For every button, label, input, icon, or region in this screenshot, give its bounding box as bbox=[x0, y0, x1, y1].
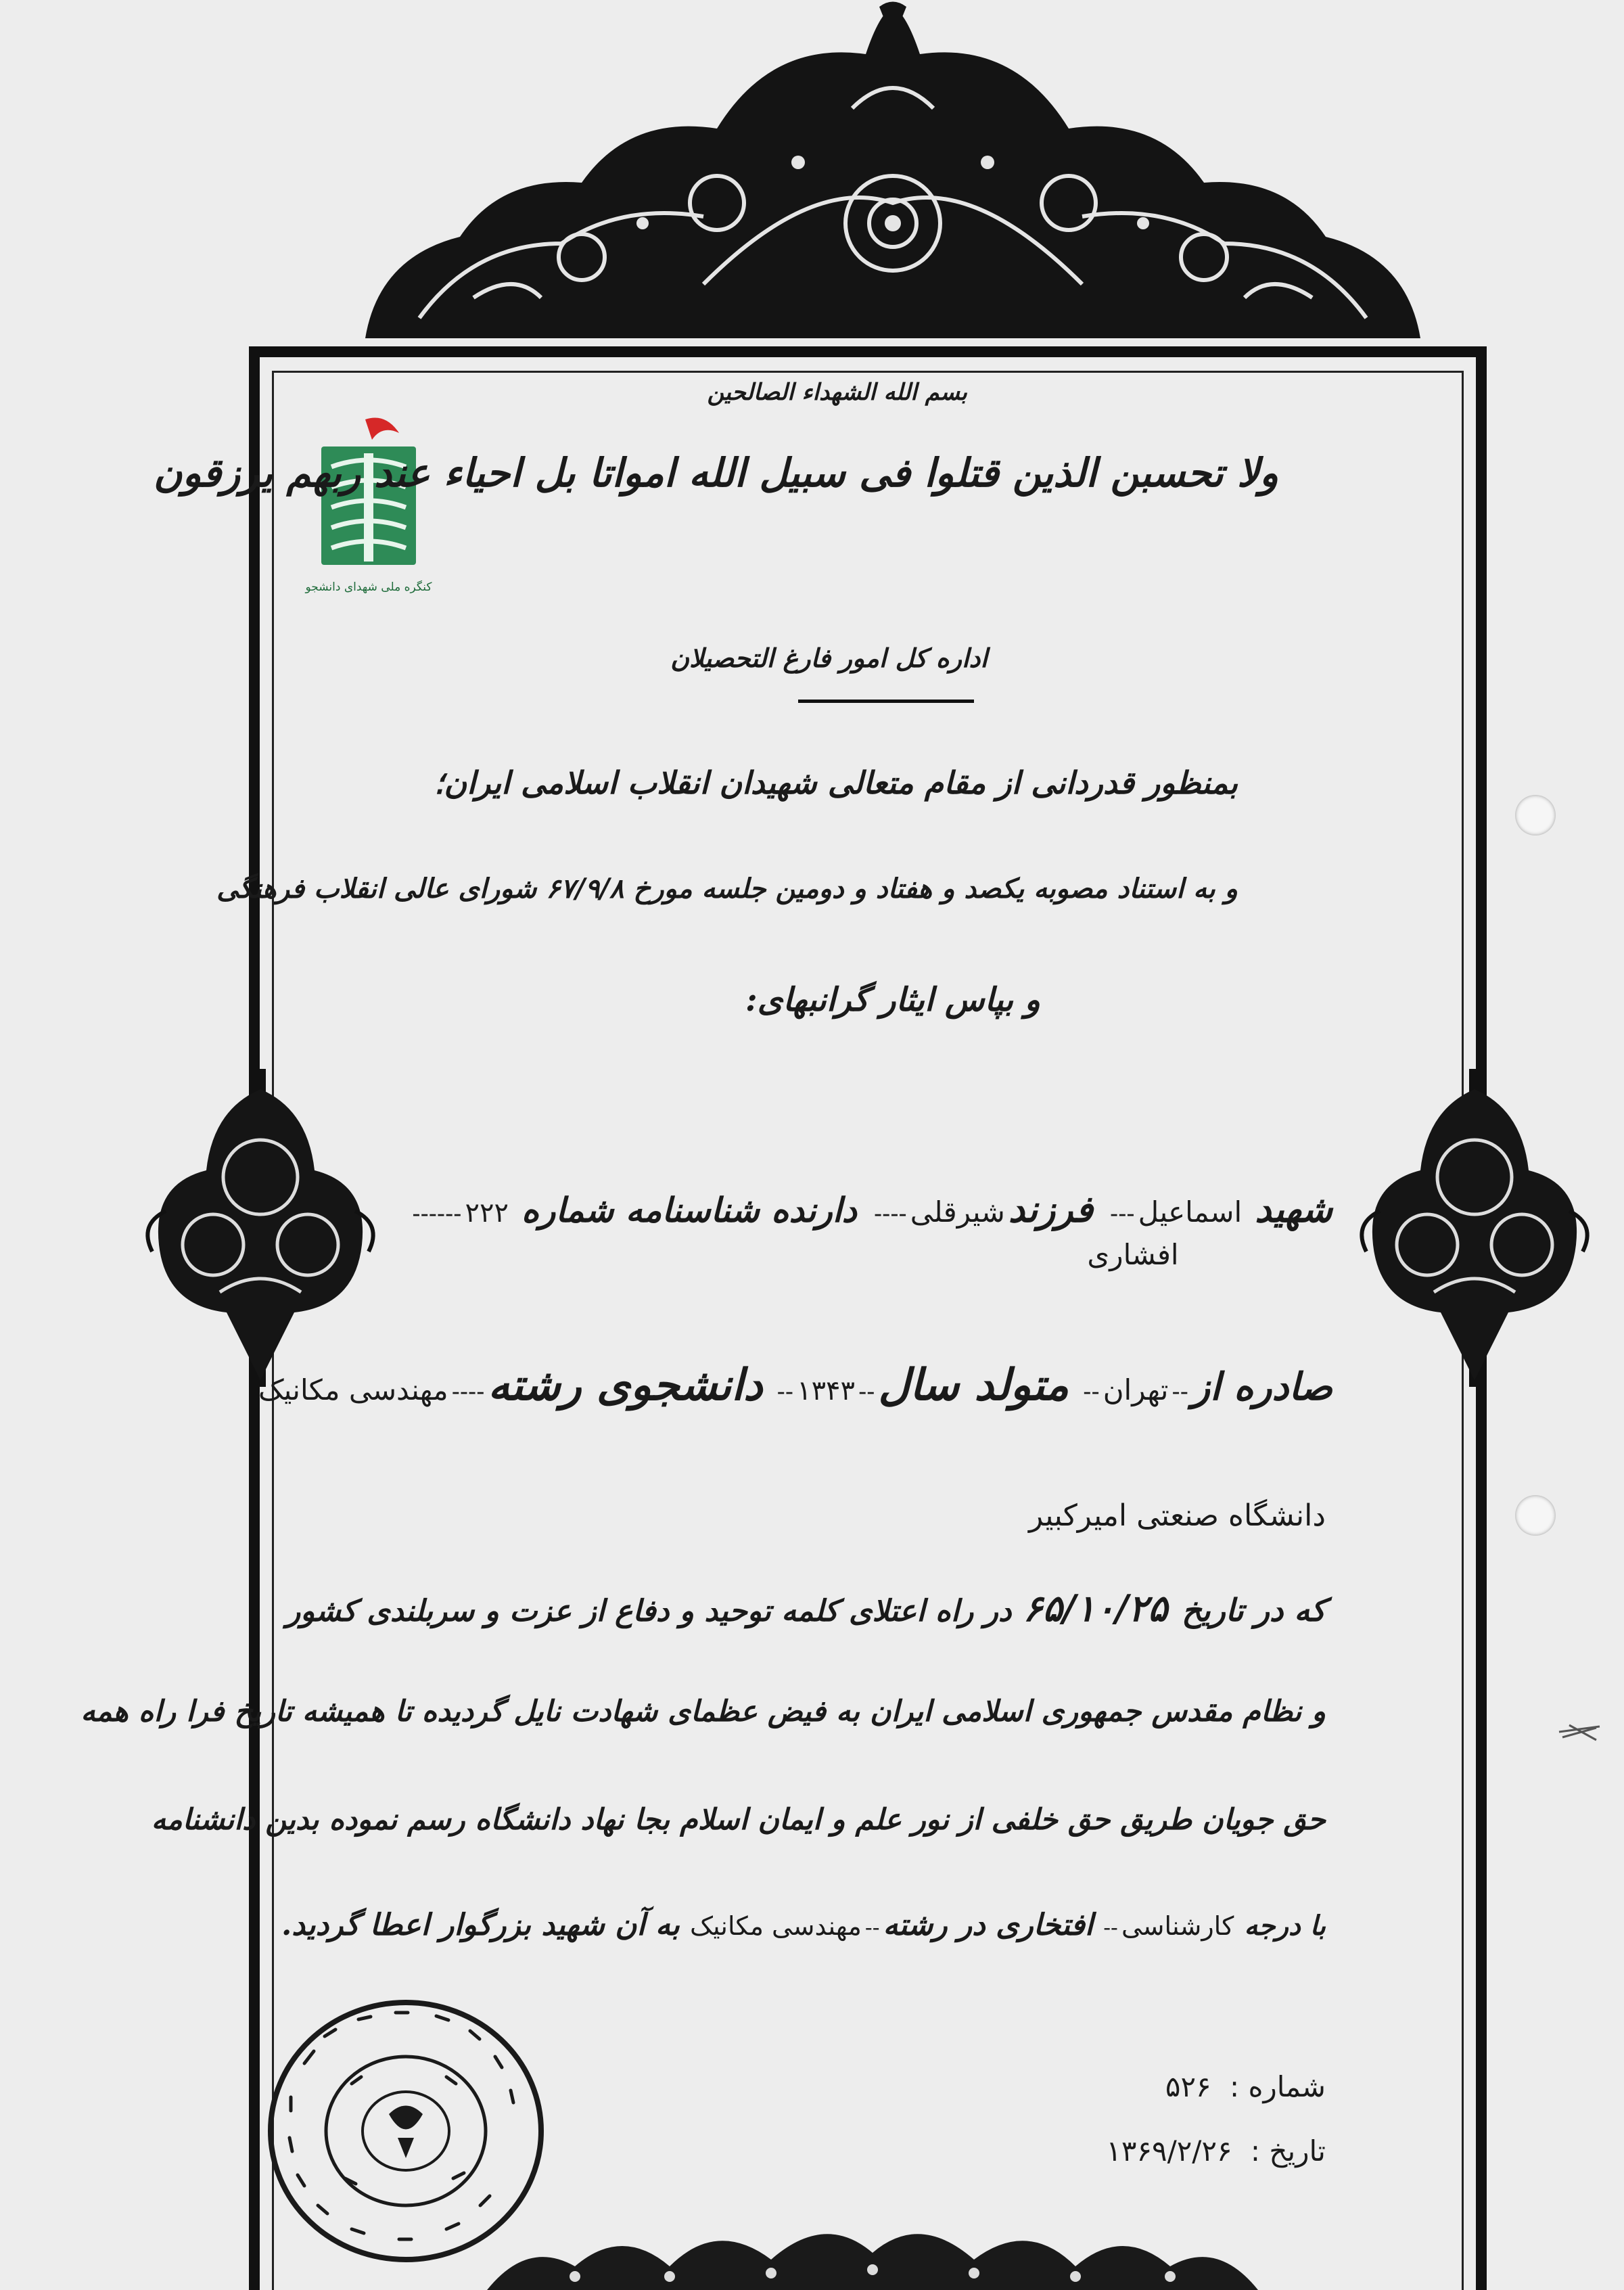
official-seal-stamp bbox=[243, 1982, 561, 2287]
office-title-underline bbox=[798, 700, 974, 703]
id-label: دارنده شناسنامه شماره bbox=[521, 1190, 857, 1230]
details-row-1: شهید اسماعیل --- فرزند شیرقلی ---- دارنده شناسنامه شماره ۲۲۲ ------ bbox=[412, 1187, 1332, 1231]
student-field: مهندسی مکانیک bbox=[258, 1373, 448, 1406]
details-row-2: صادره از -- تهران -- متولد سال -- ۱۳۴۳ -- دانشجوی رشته ---- مهندسی مکانیک bbox=[258, 1360, 1332, 1411]
birth-label: متولد سال bbox=[878, 1360, 1069, 1411]
logo-caption: کنگره ملی شهدای دانشجو bbox=[305, 580, 432, 594]
number-value: ۵۲۶ bbox=[1165, 2070, 1211, 2103]
body-line-2: و نظام مقدس جمهوری اسلامی ایران به فیض عظمای شهادت نایل گردیده تا همیشه تاریخ فرا راه همه bbox=[80, 1695, 1326, 1728]
quran-verse: ولا تحسبن الذین قتلوا فی سبیل الله امواتا بل احیاء عند ربهم یرزقون bbox=[153, 450, 1278, 496]
body-closing-text: به آن شهید بزرگوار اعطا گردید. bbox=[281, 1908, 680, 1942]
shahid-label: شهید bbox=[1255, 1187, 1332, 1231]
body-line-1 bbox=[285, 1586, 1326, 1641]
father-name: شیرقلی bbox=[910, 1195, 1005, 1229]
document-date bbox=[1015, 2134, 1326, 2168]
preamble-line-2: و به استناد مصوبه یکصد و هفتاد و دومین جلسه مورخ ۶۷/۹/۸ شورای عالی انقلاب فرهنگی bbox=[216, 873, 1238, 904]
body-date-prefix: که در تاریخ bbox=[1182, 1592, 1326, 1628]
son-of-label: فرزند bbox=[1008, 1187, 1093, 1231]
punch-hole-bottom bbox=[1515, 1495, 1556, 1536]
right-side-ornament bbox=[1353, 1069, 1596, 1387]
honorary-field-label: افتخاری در رشته bbox=[883, 1908, 1094, 1942]
id-number: ۲۲۲ bbox=[465, 1197, 509, 1229]
martyrdom-date: ۶۵/۱۰/۲۵ bbox=[1023, 1586, 1168, 1630]
date-value: ۱۳۶۹/۲/۲۶ bbox=[1106, 2134, 1232, 2168]
bismillah-text: بسم الله الشهداء الصالحین bbox=[707, 379, 967, 406]
office-title: اداره کل امور فارغ التحصیلان bbox=[670, 643, 988, 673]
body-line-4: با درجه کارشناسی -- افتخاری در رشته -- مهندسی مکانیک به آن شهید بزرگوار اعطا گردید. bbox=[281, 1908, 1326, 1942]
student-label: دانشجوی رشته bbox=[488, 1360, 763, 1411]
left-side-ornament bbox=[139, 1069, 382, 1387]
body-line-1-text: در راه اعتلای کلمه توحید و دفاع از عزت و سربلندی کشور bbox=[285, 1594, 1012, 1628]
shahid-name: اسماعیل bbox=[1138, 1195, 1243, 1229]
birth-year: ۱۳۴۳ bbox=[797, 1375, 856, 1406]
university-name: دانشگاه صنعتی امیرکبیر bbox=[1029, 1498, 1326, 1533]
issued-label: صادره از bbox=[1191, 1365, 1332, 1409]
bottom-floral-ornament bbox=[487, 2212, 1258, 2290]
preamble-line-1: بمنظور قدردانی از مقام متعالی شهیدان انقلاب اسلامی ایران؛ bbox=[434, 764, 1238, 801]
degree-value: کارشناسی bbox=[1121, 1911, 1234, 1941]
punch-hole-top bbox=[1515, 795, 1556, 835]
preamble-line-3: و بپاس ایثار گرانبهای: bbox=[745, 981, 1040, 1019]
document-number bbox=[1055, 2070, 1326, 2103]
scan-artifact-mark bbox=[1556, 1718, 1603, 1745]
degree-prefix: با درجه bbox=[1244, 1910, 1326, 1942]
top-floral-ornament bbox=[338, 0, 1447, 359]
issued-city: تهران bbox=[1103, 1373, 1169, 1406]
body-line-3: حق جویان طریق حق خلفی از نور علم و ایمان اسلام بجا نهاد دانشگاه رسم نموده بدین دانشنامه bbox=[151, 1803, 1326, 1837]
student-martyrs-congress-logo bbox=[318, 413, 419, 582]
shahid-surname: افشاری bbox=[1087, 1238, 1179, 1271]
date-label: تاریخ : bbox=[1250, 2134, 1326, 2168]
honorary-field-value: مهندسی مکانیک bbox=[689, 1911, 862, 1941]
number-label: شماره : bbox=[1229, 2070, 1326, 2103]
